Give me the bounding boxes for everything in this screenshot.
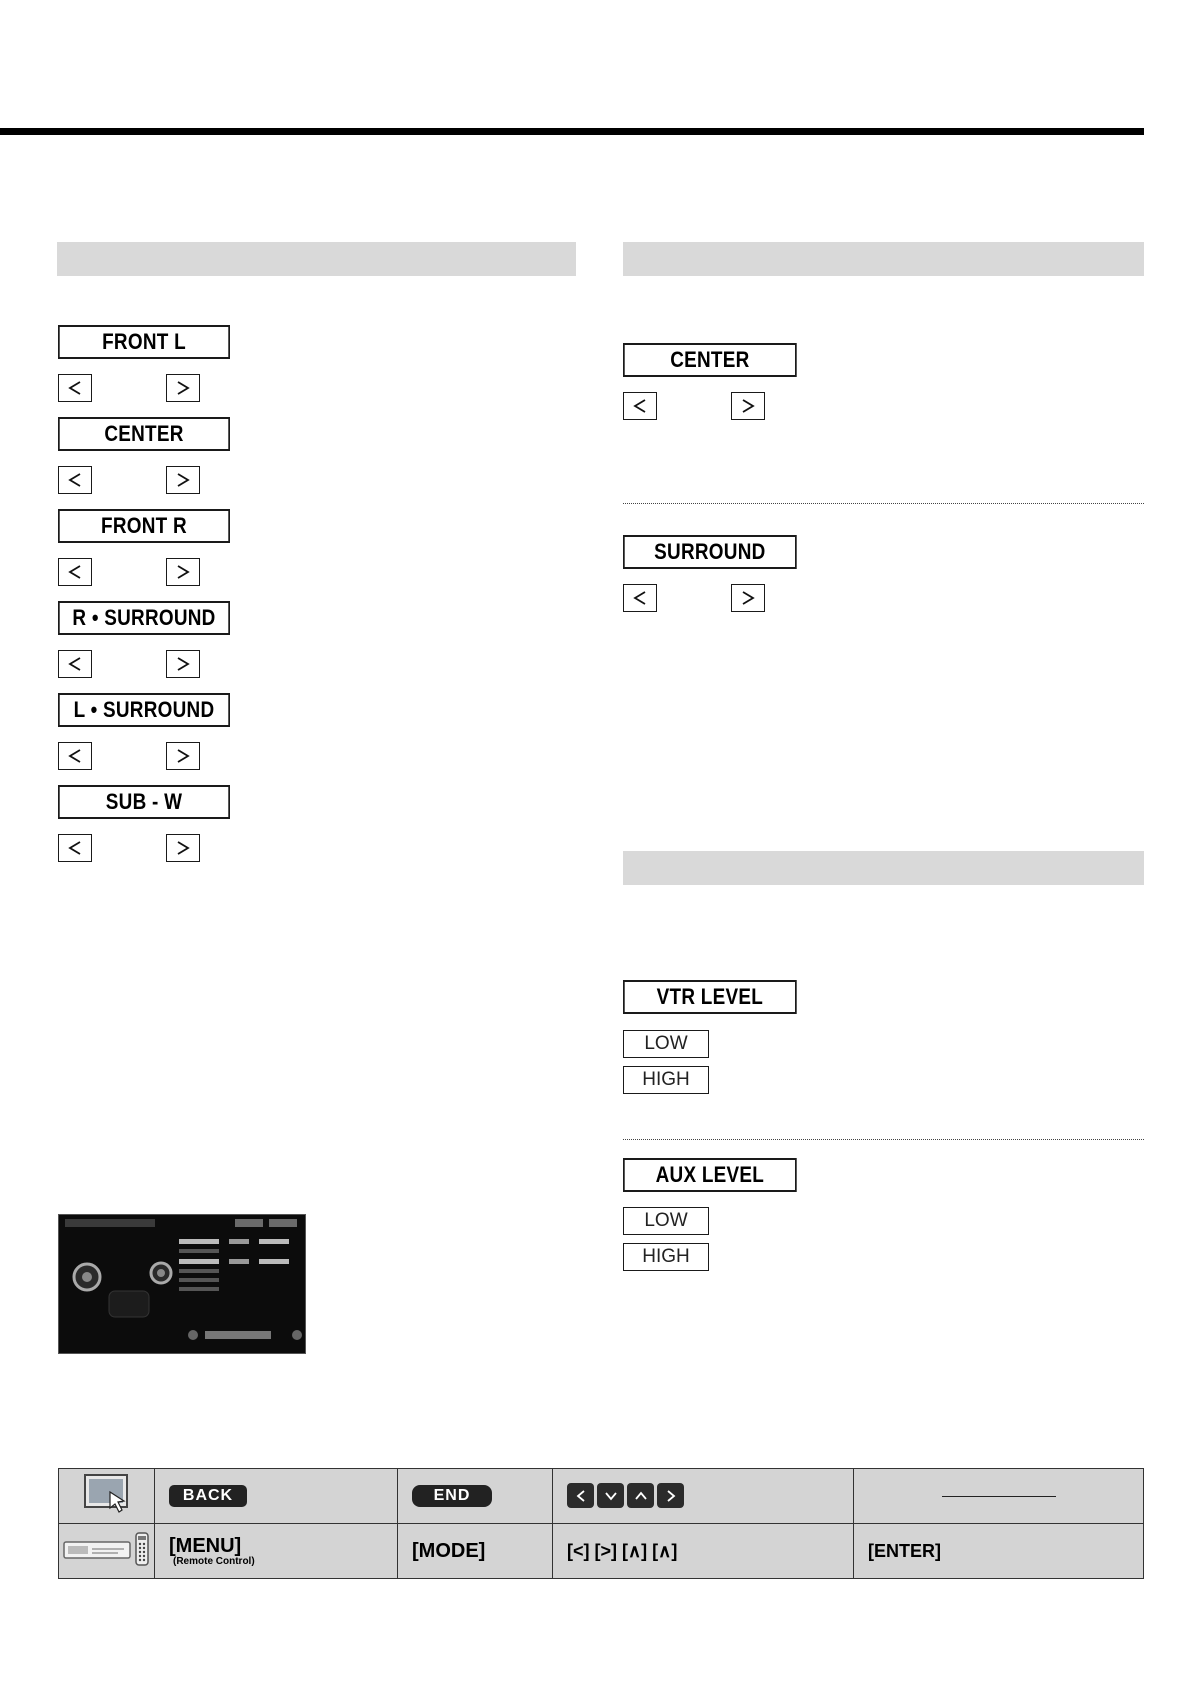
chevron-down-icon [603,1488,619,1504]
chevron-left-icon [66,379,84,397]
chevron-left-icon [66,563,84,581]
mode-key: [MODE] [412,1539,486,1562]
chevron-left-icon [66,471,84,489]
left-section-bar [57,242,576,276]
divider [623,503,1144,504]
down-key-button[interactable] [597,1483,624,1508]
chevron-right-icon [174,379,192,397]
vtr-level-label: VTR LEVEL [623,980,797,1014]
aux-level-high-option[interactable]: HIGH [623,1243,709,1271]
menu-key: [MENU] [169,1534,242,1557]
chevron-left-icon [66,655,84,673]
right-key-button[interactable] [657,1483,684,1508]
back-cell [155,1469,398,1524]
right-top-section-bar [623,242,1144,276]
aux-level-low-option[interactable]: LOW [623,1207,709,1235]
remote-row [59,1524,1144,1579]
screen-illustration [59,1215,305,1353]
up-key-button[interactable] [627,1483,654,1508]
end-cell [398,1469,553,1524]
right-center-decrease-button[interactable] [623,392,657,420]
chevron-left-icon [573,1488,589,1504]
menu-cell [155,1524,398,1579]
chevron-left-icon [631,589,649,607]
chevron-right-icon [174,747,192,765]
divider [623,1139,1144,1140]
chevron-right-icon [174,563,192,581]
end-button[interactable]: END [412,1485,492,1507]
top-rule [0,128,1144,135]
right-surround-label: SURROUND [623,535,797,569]
unit-and-remote-icon [62,1531,152,1567]
enter-touch-cell [854,1469,1144,1524]
chevron-right-icon [739,397,757,415]
right-surround-increase-button[interactable] [731,584,765,612]
chevron-right-icon [174,655,192,673]
vtr-level-high-option[interactable]: HIGH [623,1066,709,1094]
sub-w-label: SUB - W [58,785,230,819]
right-bottom-section-bar [623,851,1144,885]
left-key-button[interactable] [567,1483,594,1508]
right-surround-decrease-button[interactable] [623,584,657,612]
chevron-right-icon [174,471,192,489]
center-label: CENTER [58,417,230,451]
chevron-right-icon [174,839,192,857]
vtr-level-low-option[interactable]: LOW [623,1030,709,1058]
center-decrease-button[interactable] [58,466,92,494]
r-surround-decrease-button[interactable] [58,650,92,678]
chevron-right-icon [739,589,757,607]
enter-key: [ENTER] [868,1540,941,1561]
touch-panel-icon [84,1474,130,1514]
right-center-increase-button[interactable] [731,392,765,420]
remote-icon-cell [59,1524,155,1579]
sp-level-screen-thumbnail [58,1214,306,1354]
chevron-left-icon [631,397,649,415]
chevron-left-icon [66,839,84,857]
l-surround-decrease-button[interactable] [58,742,92,770]
front-r-label: FRONT R [58,509,230,543]
remote-arrow-keys: [<] [>] [∧] [∧] [567,1540,678,1561]
front-l-decrease-button[interactable] [58,374,92,402]
remote-arrows-cell [553,1524,854,1579]
enter-line [942,1496,1056,1497]
sub-w-increase-button[interactable] [166,834,200,862]
touch-panel-row [59,1469,1144,1524]
right-center-label: CENTER [623,343,797,377]
front-r-decrease-button[interactable] [58,558,92,586]
chevron-right-icon [663,1488,679,1504]
front-l-label: FRONT L [58,325,230,359]
chevron-left-icon [66,747,84,765]
front-l-increase-button[interactable] [166,374,200,402]
r-surround-label: R • SURROUND [58,601,230,635]
arrow-keys-cell [553,1469,854,1524]
menu-key-note: (Remote Control) [173,1555,255,1567]
front-r-increase-button[interactable] [166,558,200,586]
back-button[interactable]: BACK [169,1485,247,1507]
enter-cell [854,1524,1144,1579]
l-surround-increase-button[interactable] [166,742,200,770]
controls-table [58,1468,1144,1579]
mode-cell [398,1524,553,1579]
sub-w-decrease-button[interactable] [58,834,92,862]
touch-panel-cell [59,1469,155,1524]
l-surround-label: L • SURROUND [58,693,230,727]
aux-level-label: AUX LEVEL [623,1158,797,1192]
chevron-up-icon [633,1488,649,1504]
r-surround-increase-button[interactable] [166,650,200,678]
center-increase-button[interactable] [166,466,200,494]
